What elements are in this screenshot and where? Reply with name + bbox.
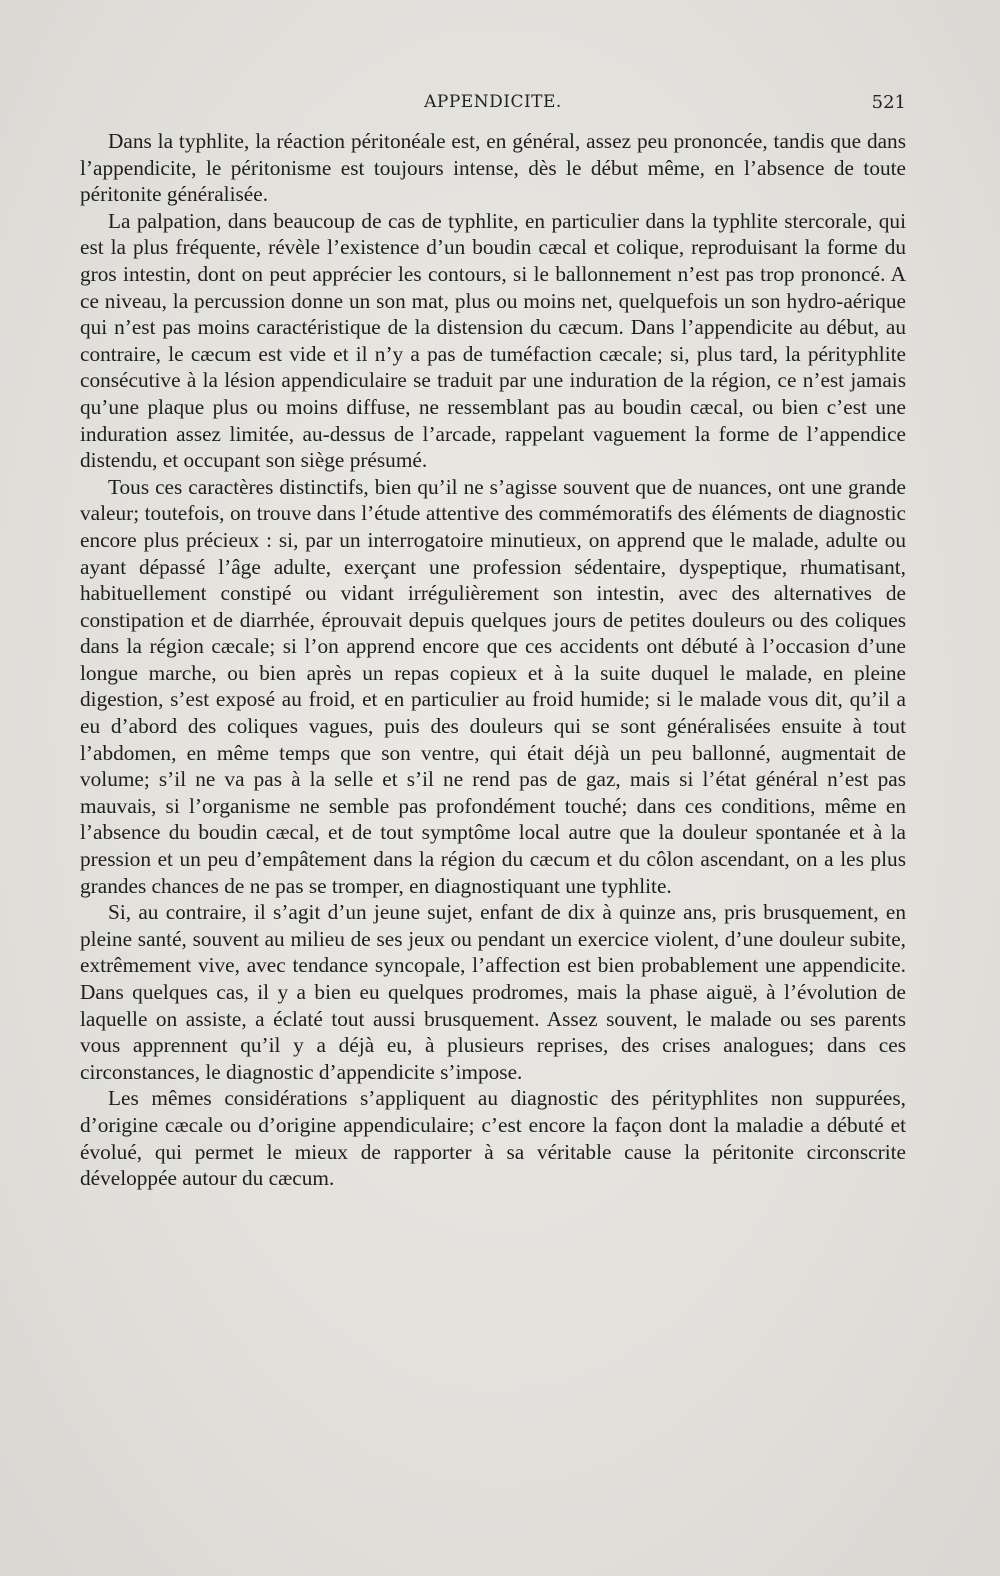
paragraph-palpation: La palpation, dans beaucoup de cas de typhlite, en particulier dans la typhlite stercorale, qui est la plus fréquente, révèle l’existence d’un boudin cæcal et colique, reproduisant la forme du gros intestin, dont on peut apprécier les contours, si le ballonnement n’est pas trop prononcé. A ce niveau, la percussion donne un son mat, plus ou moins net, quelquefois un son hydro-aérique qui n’est pas moins caractéristique de la distension du cæcum. Dans l’appendicite au début, au contraire, le cæcum est vide et il n’y a pas de tuméfaction cæcale; si, plus tard, la pérityphlite consécutive à la lésion appendiculaire se traduit par une induration de la région, ce n’est jamais qu’une plaque plus ou moins diffuse, ne ressemblant pas au boudin cæcal, ou bien c’est une induration assez limitée, au-dessus de l’arcade, rappelant vaguement la forme de l’appendice distendu, et occupant son siège présumé. [80, 208, 906, 473]
running-head [80, 92, 906, 122]
paragraph-perityphlites: Les mêmes considérations s’appliquent au diagnostic des pérityphlites non suppurées, d’origine cæcale ou d’origine appendiculaire; c’est encore la façon dont la maladie a débuté et évolué, qui permet le mieux de rapporter à sa véritable cause la péritonite circonscrite développée autour du cæcum. [80, 1086, 906, 1191]
paragraph-typhlite-reaction: Dans la typhlite, la réaction péritonéale est, en général, assez peu prononcée, tandis que dans l’appendicite, le péritonisme est toujours intense, dès le début même, en l’absence de toute péritonite généralisée. [80, 129, 906, 207]
page-number: 521 [871, 92, 906, 113]
paragraph-young-subject: Si, au contraire, il s’agit d’un jeune sujet, enfant de dix à quinze ans, pris brusquement, en pleine santé, souvent au milieu de ses jeux ou pendant un exercice violent, d’une douleur subite, extrêmement vive, avec tendance syncopale, l’affection est bien probablement une appendicite. Dans quelques cas, il y a bien eu quelques prodromes, mais la phase aiguë, à l’évolution de laquelle on assiste, a éclaté tout aussi brusquement. Assez souvent, le malade ou ses parents vous apprennent qu’il y a déjà eu, à plusieurs reprises, des crises analogues; dans ces circonstances, le diagnostic d’appendicite s’impose. [80, 900, 906, 1084]
paragraph-distinctive-characters: Tous ces caractères distinctifs, bien qu’il ne s’agisse souvent que de nuances, ont une grande valeur; toutefois, on trouve dans l’étude attentive des commémoratifs des éléments de diagnostic encore plus précieux : si, par un interrogatoire minutieux, on apprend que le malade, adulte ou ayant dépassé l’âge adulte, exerçant une profession sédentaire, dyspeptique, rhumatisant, habituellement constipé ou vidant irrégulièrement son intestin, avec des alternatives de constipation et de diarrhée, éprouvait depuis quelques jours de petites douleurs ou des coliques dans la région cæcale; si l’on apprend encore que ces accidents ont débuté à l’occasion d’une longue marche, ou bien après un repas copieux et à la suite duquel le malade, en pleine digestion, s’est exposé au froid, et en particulier au froid humide; si le malade vous dit, qu’il a eu d’abord des coliques vagues, puis des douleurs qui se sont généralisées ensuite à tout l’abdomen, en même temps que son ventre, qui était déjà un peu ballonné, augmentait de volume; s’il ne va pas à la selle et s’il ne rend pas de gaz, mais si l’état général n’est pas mauvais, si l’organisme ne semble pas profondément touché; dans ces conditions, même en l’absence du boudin cæcal, et de tout symptôme local autre que la douleur spontanée et à la pression et un peu d’empâtement dans la région du cæcum et du côlon ascendant, on a les plus grandes chances de ne pas se tromper, en diagnostiquant une typhlite. [80, 474, 906, 898]
body-text [80, 128, 906, 1192]
running-title: APPENDICITE. [424, 92, 562, 112]
